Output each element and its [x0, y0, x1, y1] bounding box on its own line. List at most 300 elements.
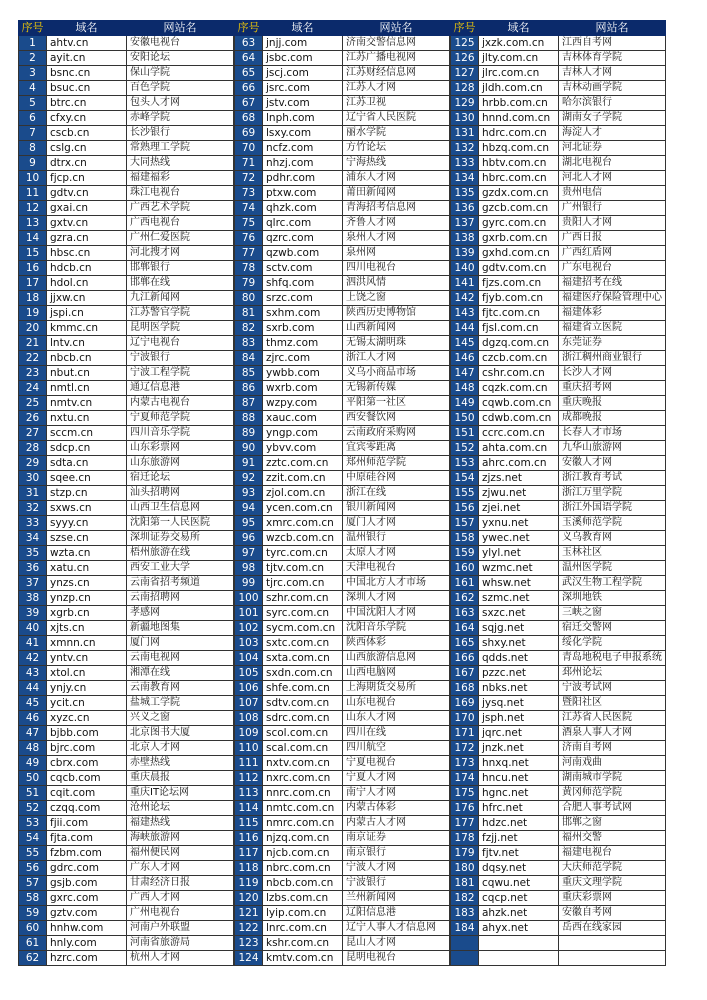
site-name-cell: 河南戏曲 — [559, 756, 666, 771]
row-number: 12 — [19, 201, 47, 216]
domain-cell: sctv.com — [263, 261, 343, 276]
domain-cell: zzit.com.cn — [263, 471, 343, 486]
site-name-cell: 湖南女子学院 — [559, 111, 666, 126]
domain-cell: nbcb.com.cn — [263, 876, 343, 891]
site-name-cell: 上海期货交易所 — [343, 681, 450, 696]
table-row — [235, 831, 450, 846]
site-name-cell: 山西卫生信息网 — [127, 501, 234, 516]
domain-cell: ylyl.net — [479, 546, 559, 561]
site-name-cell: 湖北电视台 — [559, 156, 666, 171]
site-name-cell: 莆田新闻网 — [343, 186, 450, 201]
domain-cell: jnjj.com — [263, 36, 343, 51]
site-name-cell: 云南电视网 — [127, 651, 234, 666]
site-name-cell: 昆明电视台 — [343, 951, 450, 966]
row-number: 160 — [451, 561, 479, 576]
site-name-cell: 广西日报 — [559, 231, 666, 246]
site-name-cell: 厦门人才网 — [343, 516, 450, 531]
row-number: 45 — [19, 696, 47, 711]
table-row — [451, 876, 666, 891]
table-row — [235, 621, 450, 636]
site-name-cell: 云南招聘网 — [127, 591, 234, 606]
table-row — [235, 726, 450, 741]
table-row — [19, 576, 234, 591]
domain-cell: hgnc.net — [479, 786, 559, 801]
table-row — [235, 921, 450, 936]
domain-cell: nmtl.cn — [47, 381, 127, 396]
domain-cell: qlrc.com — [263, 216, 343, 231]
row-number: 88 — [235, 411, 263, 426]
domain-cell: lyip.com.cn — [263, 906, 343, 921]
domain-cell: kmtv.com.cn — [263, 951, 343, 966]
table-row — [451, 921, 666, 936]
domain-cell: sxhm.com — [263, 306, 343, 321]
row-number: 90 — [235, 441, 263, 456]
table-row — [19, 216, 234, 231]
table-row — [451, 111, 666, 126]
domain-cell: cshr.com.cn — [479, 366, 559, 381]
domain-cell: nbut.cn — [47, 366, 127, 381]
domain-cell: nbks.net — [479, 681, 559, 696]
row-number: 97 — [235, 546, 263, 561]
site-name-cell: 昆山人才网 — [343, 936, 450, 951]
site-name-cell: 盐城工学院 — [127, 696, 234, 711]
site-name-cell: 广西艺术学院 — [127, 201, 234, 216]
row-number: 35 — [19, 546, 47, 561]
table-row — [235, 201, 450, 216]
row-number: 119 — [235, 876, 263, 891]
domain-cell: yngp.com — [263, 426, 343, 441]
table-row — [451, 576, 666, 591]
site-name-cell: 浙江教育考试 — [559, 471, 666, 486]
row-number: 34 — [19, 531, 47, 546]
table-row — [19, 321, 234, 336]
row-number: 39 — [19, 606, 47, 621]
row-number: 171 — [451, 726, 479, 741]
table-row — [451, 936, 666, 951]
domain-cell: ahta.com.cn — [479, 441, 559, 456]
domain-cell: dqsy.net — [479, 861, 559, 876]
row-number: 155 — [451, 486, 479, 501]
domain-cell — [479, 951, 559, 966]
domain-cell: jlrc.com.cn — [479, 66, 559, 81]
site-name-cell: 邳州论坛 — [559, 666, 666, 681]
domain-cell: ahtv.cn — [47, 36, 127, 51]
site-name-cell: 梧州旅游在线 — [127, 546, 234, 561]
domain-cell: xgrb.cn — [47, 606, 127, 621]
table-row — [235, 711, 450, 726]
site-name-cell: 山西电脑网 — [343, 666, 450, 681]
table-row — [19, 81, 234, 96]
site-name-cell: 广州仁爱医院 — [127, 231, 234, 246]
site-name-cell: 贵州电信 — [559, 186, 666, 201]
table-row — [19, 66, 234, 81]
row-number: 7 — [19, 126, 47, 141]
table-row — [19, 261, 234, 276]
domain-cell: cqit.com — [47, 786, 127, 801]
table-row — [451, 561, 666, 576]
table-row — [235, 936, 450, 951]
domain-cell: sxdn.com.cn — [263, 666, 343, 681]
row-number: 15 — [19, 246, 47, 261]
site-name-cell: 沈阳音乐学院 — [343, 621, 450, 636]
site-name-cell: 福州便民网 — [127, 846, 234, 861]
row-number: 89 — [235, 426, 263, 441]
domain-cell: sdrc.com.cn — [263, 711, 343, 726]
row-number: 173 — [451, 756, 479, 771]
domain-cell: xauc.com — [263, 411, 343, 426]
domain-cell: jxzk.com.cn — [479, 36, 559, 51]
site-name-cell: 山东彩票网 — [127, 441, 234, 456]
table-row — [451, 426, 666, 441]
row-number: 167 — [451, 666, 479, 681]
domain-cell: hbsc.cn — [47, 246, 127, 261]
domain-cell: cqcb.com — [47, 771, 127, 786]
domain-cell: hnxq.net — [479, 756, 559, 771]
domain-cell: whsw.net — [479, 576, 559, 591]
table-row — [451, 471, 666, 486]
domain-cell: gdtv.cn — [47, 186, 127, 201]
site-name-cell: 宁波银行 — [343, 876, 450, 891]
table-row — [451, 621, 666, 636]
table-row — [451, 51, 666, 66]
domain-cell: fjtv.net — [479, 846, 559, 861]
site-name-cell: 广东人才网 — [127, 861, 234, 876]
table-row — [235, 786, 450, 801]
domain-cell: xjts.cn — [47, 621, 127, 636]
table-row — [451, 546, 666, 561]
table-row — [451, 636, 666, 651]
domain-cell: zjwu.net — [479, 486, 559, 501]
table-row — [235, 456, 450, 471]
domain-cell: ynzs.cn — [47, 576, 127, 591]
site-name-cell: 济南交警信息网 — [343, 36, 450, 51]
row-number: 165 — [451, 636, 479, 651]
domain-cell: cbrx.com — [47, 756, 127, 771]
site-name-cell: 山东旅游网 — [127, 456, 234, 471]
domain-cell: nmrc.com.cn — [263, 816, 343, 831]
row-number: 124 — [235, 951, 263, 966]
row-number: 30 — [19, 471, 47, 486]
site-name-cell: 安徽电视台 — [127, 36, 234, 51]
row-number: 32 — [19, 501, 47, 516]
row-number: 182 — [451, 891, 479, 906]
row-number: 56 — [19, 861, 47, 876]
table-row — [451, 411, 666, 426]
header-domain: 域名 — [479, 21, 559, 36]
row-number: 157 — [451, 516, 479, 531]
table-row — [451, 906, 666, 921]
table-row — [451, 96, 666, 111]
table-row — [451, 606, 666, 621]
table-row — [19, 906, 234, 921]
domain-cell: sqee.cn — [47, 471, 127, 486]
site-name-cell: 暨阳社区 — [559, 696, 666, 711]
row-number: 53 — [19, 816, 47, 831]
domain-cell: syyy.cn — [47, 516, 127, 531]
site-name-cell: 北京人才网 — [127, 741, 234, 756]
header-site: 网站名 — [559, 21, 666, 36]
domain-cell: ynjy.cn — [47, 681, 127, 696]
site-name-cell: 宁波考试网 — [559, 681, 666, 696]
row-number: 23 — [19, 366, 47, 381]
site-name-cell: 江苏人才网 — [343, 81, 450, 96]
table-row — [19, 501, 234, 516]
row-number: 115 — [235, 816, 263, 831]
table-row — [19, 711, 234, 726]
domain-cell: nbcb.cn — [47, 351, 127, 366]
row-number: 46 — [19, 711, 47, 726]
site-name-cell: 内蒙古体彩 — [343, 801, 450, 816]
row-number: 82 — [235, 321, 263, 336]
row-number: 10 — [19, 171, 47, 186]
site-name-cell: 珠江电视台 — [127, 186, 234, 201]
row-number: 67 — [235, 96, 263, 111]
domain-cell: hncu.net — [479, 771, 559, 786]
table-row — [235, 891, 450, 906]
table-row — [451, 171, 666, 186]
site-name-cell: 广东电视台 — [559, 261, 666, 276]
row-number: 42 — [19, 651, 47, 666]
row-number: 170 — [451, 711, 479, 726]
table-row — [19, 756, 234, 771]
table-row — [19, 381, 234, 396]
domain-cell: sycm.com.cn — [263, 621, 343, 636]
site-name-cell: 贵阳人才网 — [559, 216, 666, 231]
table-row — [451, 396, 666, 411]
site-name-cell: 太原人才网 — [343, 546, 450, 561]
domain-cell: qdds.net — [479, 651, 559, 666]
domain-cell: pdhr.com — [263, 171, 343, 186]
table-row — [19, 816, 234, 831]
table-row — [235, 261, 450, 276]
row-number: 13 — [19, 216, 47, 231]
row-number: 175 — [451, 786, 479, 801]
domain-cell: hdrc.com.cn — [479, 126, 559, 141]
site-name-cell: 深圳地铁 — [559, 591, 666, 606]
row-number: 102 — [235, 621, 263, 636]
domain-cell: hbrc.com.cn — [479, 171, 559, 186]
domain-cell: hrbb.com.cn — [479, 96, 559, 111]
site-name-cell: 重庆彩票网 — [559, 891, 666, 906]
header-no: 序号 — [451, 21, 479, 36]
site-name-cell: 岳西在线家园 — [559, 921, 666, 936]
site-name-cell: 河北人才网 — [559, 171, 666, 186]
domain-cell: ahzk.net — [479, 906, 559, 921]
table-row — [235, 231, 450, 246]
site-name-cell: 宁夏人才网 — [343, 771, 450, 786]
site-name-cell: 吉林动画学院 — [559, 81, 666, 96]
row-number: 150 — [451, 411, 479, 426]
domain-cell: jspi.cn — [47, 306, 127, 321]
header-row — [235, 21, 450, 36]
domain-cell: zjei.net — [479, 501, 559, 516]
table-row — [451, 786, 666, 801]
table-row — [19, 696, 234, 711]
domain-cell: hdzc.net — [479, 816, 559, 831]
domain-cell: jjxw.cn — [47, 291, 127, 306]
table-row — [451, 126, 666, 141]
site-name-cell: 保山学院 — [127, 66, 234, 81]
domain-cell: nmtv.cn — [47, 396, 127, 411]
row-number: 131 — [451, 126, 479, 141]
table-row — [19, 621, 234, 636]
site-name-cell: 云南教育网 — [127, 681, 234, 696]
site-name-cell: 海峡旅游网 — [127, 831, 234, 846]
table-row — [451, 306, 666, 321]
domain-cell: nxtu.cn — [47, 411, 127, 426]
row-number: 162 — [451, 591, 479, 606]
site-name-cell: 中原硅谷网 — [343, 471, 450, 486]
domain-cell: bjbb.com — [47, 726, 127, 741]
table-row — [19, 51, 234, 66]
row-number: 37 — [19, 576, 47, 591]
table-row — [19, 186, 234, 201]
table-row — [235, 426, 450, 441]
site-name-cell: 合肥人事考试网 — [559, 801, 666, 816]
domain-cell: thmz.com — [263, 336, 343, 351]
row-number: 41 — [19, 636, 47, 651]
table-row — [451, 216, 666, 231]
row-number: 48 — [19, 741, 47, 756]
site-name-cell: 浦东人才网 — [343, 171, 450, 186]
domain-cell: fjsl.com.cn — [479, 321, 559, 336]
site-name-cell: 沧州论坛 — [127, 801, 234, 816]
row-number: 58 — [19, 891, 47, 906]
row-number: 29 — [19, 456, 47, 471]
domain-cell: hnly.com — [47, 936, 127, 951]
site-name-cell: 浙江稠州商业银行 — [559, 351, 666, 366]
table-row — [19, 741, 234, 756]
domain-cell: zjrc.com — [263, 351, 343, 366]
table-row — [451, 36, 666, 51]
site-name-cell: 宁海热线 — [343, 156, 450, 171]
domain-cell: jsph.net — [479, 711, 559, 726]
domain-cell: jnzk.net — [479, 741, 559, 756]
table-row — [451, 366, 666, 381]
domain-cell: shxy.net — [479, 636, 559, 651]
row-number: 148 — [451, 381, 479, 396]
site-name-cell: 玉溪师范学院 — [559, 516, 666, 531]
row-number: 8 — [19, 141, 47, 156]
domain-cell: xtol.cn — [47, 666, 127, 681]
site-name-cell: 长春人才市场 — [559, 426, 666, 441]
domain-cell: szhr.com.cn — [263, 591, 343, 606]
row-number: 181 — [451, 876, 479, 891]
row-number: 76 — [235, 231, 263, 246]
table-row — [451, 711, 666, 726]
table-row — [451, 651, 666, 666]
domain-cell: hdol.cn — [47, 276, 127, 291]
site-name-cell: 青海招考信息网 — [343, 201, 450, 216]
domain-cell: shfe.com.cn — [263, 681, 343, 696]
table-row — [235, 411, 450, 426]
site-name-cell: 西安餐饮网 — [343, 411, 450, 426]
domain-cell: nnrc.com.cn — [263, 786, 343, 801]
domain-cell: zjol.com.cn — [263, 486, 343, 501]
row-number: 71 — [235, 156, 263, 171]
site-name-cell: 百色学院 — [127, 81, 234, 96]
row-number: 154 — [451, 471, 479, 486]
row-number: 78 — [235, 261, 263, 276]
site-name-cell: 山东人才网 — [343, 711, 450, 726]
table-row — [19, 546, 234, 561]
site-name-cell: 云南政府采购网 — [343, 426, 450, 441]
table-row — [451, 201, 666, 216]
site-name-cell: 江苏省人民医院 — [559, 711, 666, 726]
table-row — [451, 861, 666, 876]
domain-cell: lzbs.com.cn — [263, 891, 343, 906]
table-row — [19, 276, 234, 291]
domain-cell: kmmc.cn — [47, 321, 127, 336]
site-name-cell: 义乌小商品市场 — [343, 366, 450, 381]
row-number: 152 — [451, 441, 479, 456]
domain-cell: wzcb.com.cn — [263, 531, 343, 546]
site-name-cell: 宁夏师范学院 — [127, 411, 234, 426]
site-name-cell: 上饶之窗 — [343, 291, 450, 306]
row-number: 161 — [451, 576, 479, 591]
site-name-cell: 齐鲁人才网 — [343, 216, 450, 231]
domain-cell: yntv.cn — [47, 651, 127, 666]
header-site: 网站名 — [343, 21, 450, 36]
site-name-cell: 安徽自考网 — [559, 906, 666, 921]
site-name-cell: 无锡新传媒 — [343, 381, 450, 396]
domain-table-1 — [18, 20, 234, 966]
site-name-cell: 福建体彩 — [559, 306, 666, 321]
site-name-cell: 大同热线 — [127, 156, 234, 171]
site-name-cell: 吉林体育学院 — [559, 51, 666, 66]
site-name-cell: 山东电视台 — [343, 696, 450, 711]
table-row — [451, 756, 666, 771]
table-row — [235, 576, 450, 591]
domain-cell: ahyx.net — [479, 921, 559, 936]
domain-cell: sxtc.com.cn — [263, 636, 343, 651]
domain-cell: gdtv.com.cn — [479, 261, 559, 276]
table-row — [19, 516, 234, 531]
site-name-cell: 兴义之窗 — [127, 711, 234, 726]
row-number: 108 — [235, 711, 263, 726]
site-name-cell: 辽宁电视台 — [127, 336, 234, 351]
table-row — [19, 336, 234, 351]
row-number: 109 — [235, 726, 263, 741]
domain-cell: sxzc.net — [479, 606, 559, 621]
site-name-cell: 酒泉人事人才网 — [559, 726, 666, 741]
table-row — [451, 141, 666, 156]
table-row — [451, 231, 666, 246]
row-number: 11 — [19, 186, 47, 201]
domain-cell: sdtv.com.cn — [263, 696, 343, 711]
row-number: 178 — [451, 831, 479, 846]
domain-cell: njzq.com.cn — [263, 831, 343, 846]
row-number: 140 — [451, 261, 479, 276]
table-row — [235, 816, 450, 831]
row-number: 2 — [19, 51, 47, 66]
table-row — [235, 111, 450, 126]
site-name-cell: 杭州人才网 — [127, 951, 234, 966]
site-name-cell: 温州银行 — [343, 531, 450, 546]
row-number: 62 — [19, 951, 47, 966]
site-name-cell: 无锡太湖明珠 — [343, 336, 450, 351]
table-row — [451, 801, 666, 816]
site-name-cell: 山西旅游信息网 — [343, 651, 450, 666]
row-number: 73 — [235, 186, 263, 201]
row-number: 163 — [451, 606, 479, 621]
site-name-cell: 福建福彩 — [127, 171, 234, 186]
site-name-cell: 黄冈师范学院 — [559, 786, 666, 801]
row-number: 132 — [451, 141, 479, 156]
table-row — [451, 666, 666, 681]
domain-cell: gdrc.com — [47, 861, 127, 876]
domain-cell: gzdx.com.cn — [479, 186, 559, 201]
